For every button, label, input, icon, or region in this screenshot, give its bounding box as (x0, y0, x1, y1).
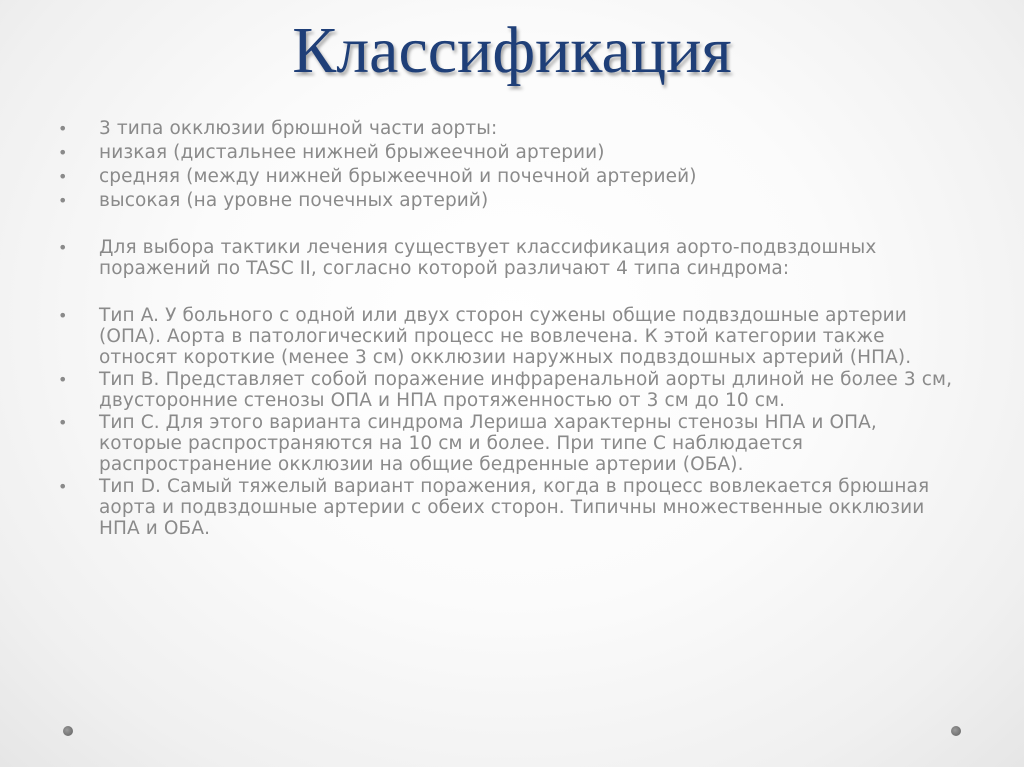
list-item-text: низкая (дистальнее нижней брыжеечной артерии) (99, 142, 605, 163)
list-item (58, 237, 958, 279)
bullet-icon: • (58, 370, 68, 389)
bullet-icon: • (58, 238, 68, 257)
list-item-text: Для выбора тактики лечения существует классификация аорто-подвздошных поражений по TASC II, согласно которой различают 4 типа синдрома: (99, 237, 877, 279)
list-item (58, 369, 958, 411)
list-item (58, 412, 958, 475)
list-item (58, 142, 958, 163)
list-item-text: средняя (между нижней брыжеечной и почечной артерией) (99, 166, 697, 187)
bullet-icon: • (58, 191, 68, 210)
bullet-icon: • (58, 119, 68, 138)
slide-title: Классификация (292, 14, 732, 87)
list-item-text: Тип C. Для этого варианта синдрома Лериша характерны стенозы НПА и ОПА, которые распространяются на 10 см и более. При типе C наблюдается распространение окклюзии на общие бедренные артерии (ОБА). (99, 412, 877, 475)
list-item-text: 3 типа окклюзии брюшной части аорты: (99, 118, 498, 139)
list-item (58, 305, 958, 368)
bullet-icon: • (58, 306, 68, 325)
list-item-text: высокая (на уровне почечных артерий) (99, 190, 489, 211)
bullet-icon: • (58, 477, 68, 496)
list-item (58, 190, 958, 211)
corner-dot-left-icon (63, 726, 73, 736)
list-item-text: Тип A. У больного с одной или двух сторон сужены общие подвздошные артерии (ОПА). Аорта в патологический процесс не вовлечена. К этой категории также относят короткие (менее 3 см) окклюзии наружных подвздошных артерий (НПА). (99, 305, 912, 368)
list-item-text: Тип D. Самый тяжелый вариант поражения, когда в процесс вовлекается брюшная аорта и подвздошные артерии с обеих сторон. Типичны множественные окклюзии НПА и ОБА. (99, 476, 930, 539)
list-item-text: Тип B. Представляет собой поражение инфраренальной аорты длиной не более 3 см, двусторонние стенозы ОПА и НПА протяженностью от 3 см до 10 см. (99, 369, 953, 411)
bullet-icon: • (58, 413, 68, 432)
corner-dot-right-icon (951, 726, 961, 736)
list-item (58, 118, 958, 139)
list-item (58, 476, 958, 539)
bullet-icon: • (58, 143, 68, 162)
list-item (58, 166, 958, 187)
bullet-icon: • (58, 167, 68, 186)
bullet-list (58, 118, 958, 539)
